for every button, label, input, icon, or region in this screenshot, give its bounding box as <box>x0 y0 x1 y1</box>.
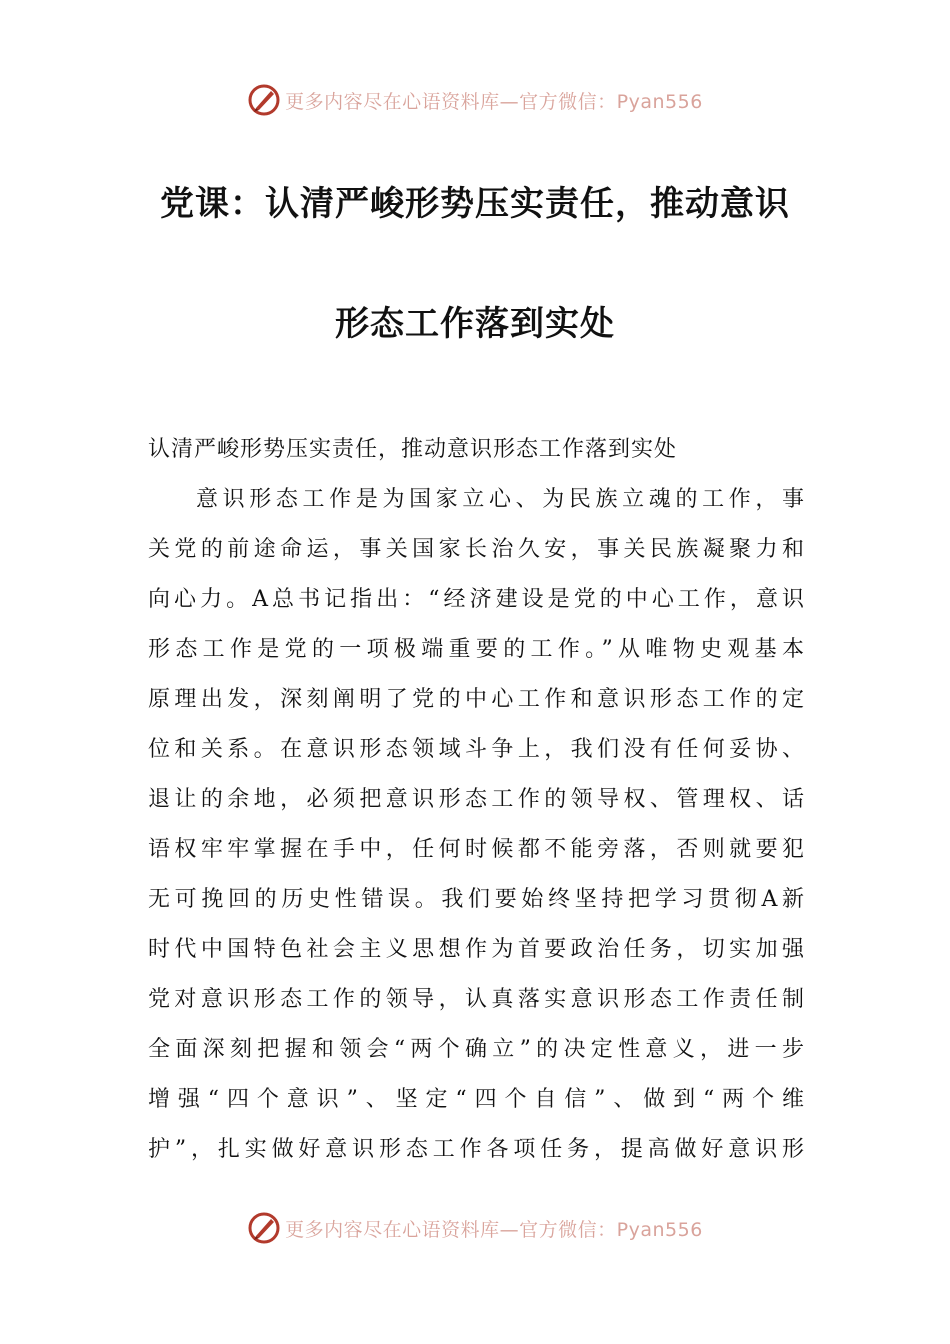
body-paragraph <box>148 482 804 1182</box>
body-line: 全面深刻把握和领会“两个确立”的决定性意义，进一步 <box>148 1037 804 1062</box>
body-line: 增强“四个意识”、坚定“四个自信”、做到“两个维 <box>148 1087 804 1112</box>
body-line: 意识形态工作是为国家立心、为民族立魂的工作，事 <box>196 487 804 512</box>
body-line: 护”，扎实做好意识形态工作各项任务，提高做好意识形 <box>148 1137 804 1162</box>
body-line: 时代中国特色社会主义思想作为首要政治任务，切实加强 <box>148 937 804 962</box>
body-line: 党对意识形态工作的领导，认真落实意识形态工作责任制 <box>148 987 804 1012</box>
watermark-text: 更多内容尽在心语资料库—官方微信：Pyan556 <box>285 90 703 113</box>
body-line: 形态工作是党的一项极端重要的工作。”从唯物史观基本 <box>148 637 804 662</box>
pen-logo-icon <box>247 83 281 117</box>
watermark-header <box>0 78 950 122</box>
body-line: 位和关系。在意识形态领域斗争上，我们没有任何妥协、 <box>148 737 804 762</box>
body-line: 向心力。A总书记指出：“经济建设是党的中心工作，意识 <box>148 587 804 612</box>
watermark-footer <box>0 1206 950 1250</box>
document-title-line-2: 形态工作落到实处 <box>335 304 615 344</box>
body-line: 语权牢牢掌握在手中，任何时候都不能旁落，否则就要犯 <box>148 837 804 862</box>
document-subtitle: 认清严峻形势压实责任，推动意识形态工作落到实处 <box>148 437 678 462</box>
body-line: 无可挽回的历史性错误。我们要始终坚持把学习贯彻A新 <box>148 887 804 912</box>
watermark-text: 更多内容尽在心语资料库—官方微信：Pyan556 <box>285 1218 703 1241</box>
body-line: 退让的余地，必须把意识形态工作的领导权、管理权、话 <box>148 787 804 812</box>
document-title-line-1: 党课：认清严峻形势压实责任，推动意识 <box>160 184 790 224</box>
body-line: 关党的前途命运，事关国家长治久安，事关民族凝聚力和 <box>148 537 804 562</box>
pen-logo-icon <box>247 1211 281 1245</box>
body-line: 原理出发，深刻阐明了党的中心工作和意识形态工作的定 <box>148 687 804 712</box>
